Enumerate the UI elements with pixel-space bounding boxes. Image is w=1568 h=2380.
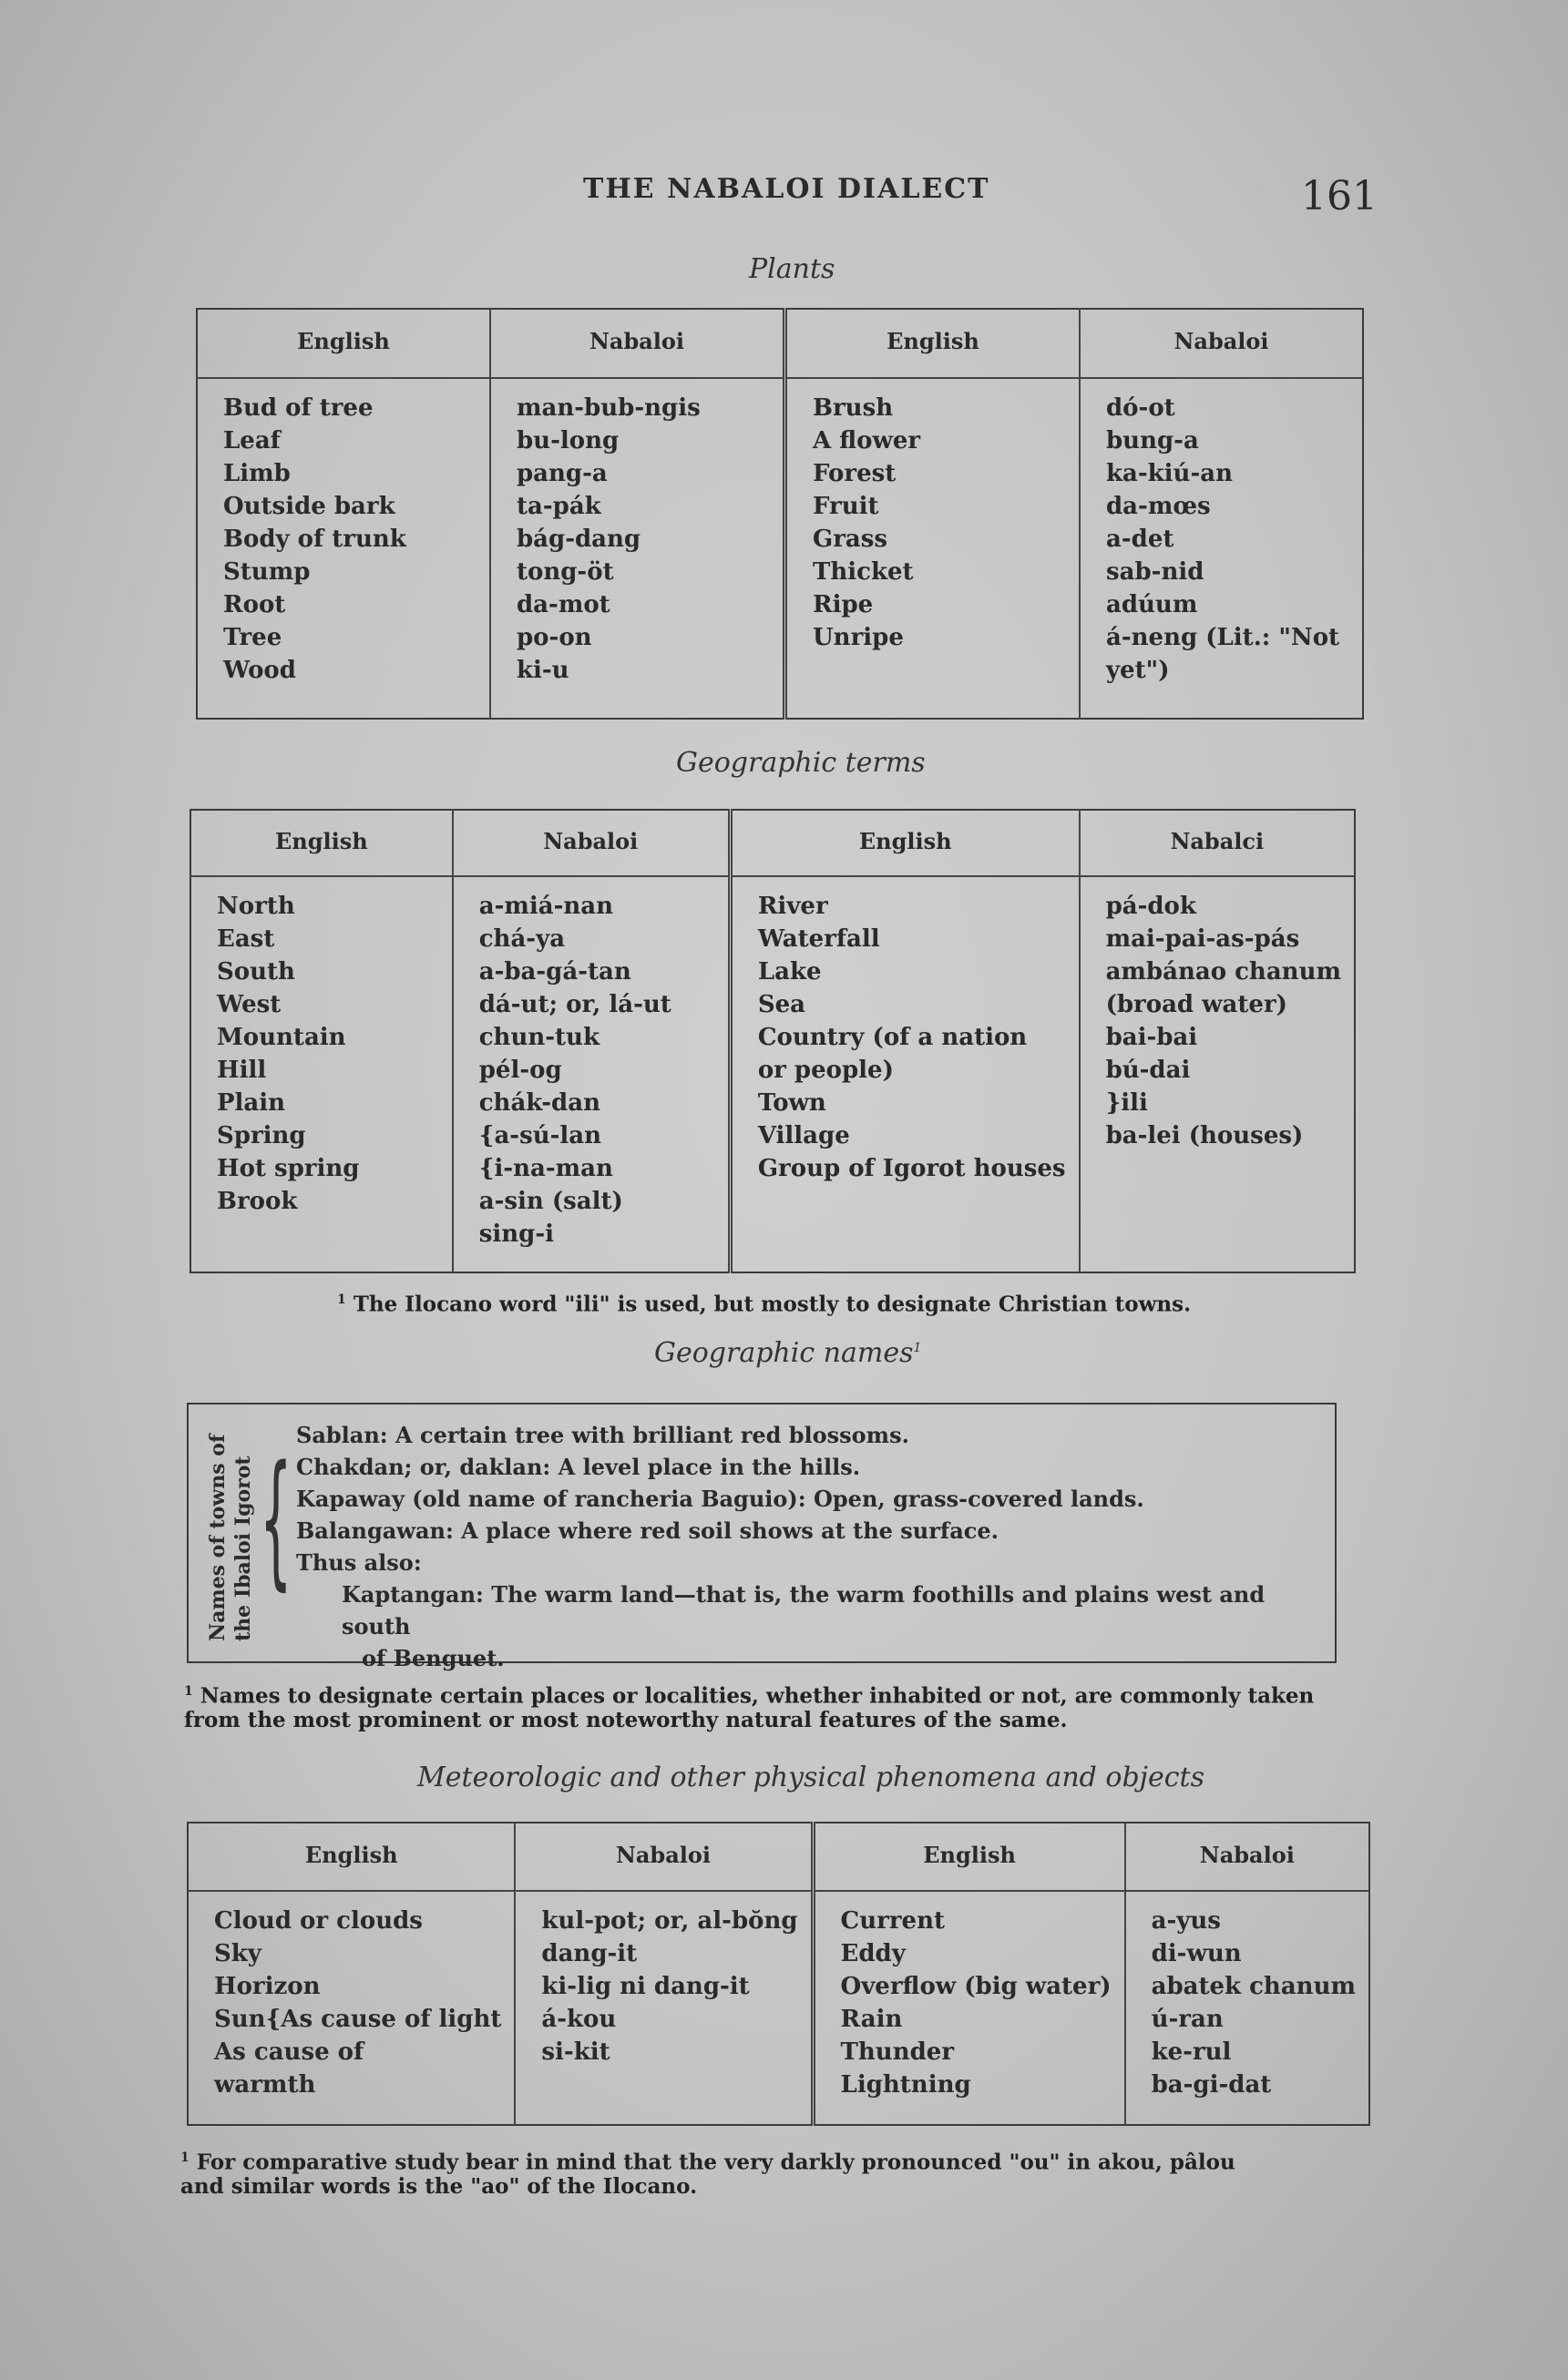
- table-cell: Forest: [813, 459, 897, 487]
- nabaloi-column: [1080, 876, 1355, 1272]
- nabaloi-column: [490, 378, 785, 719]
- table-cell: Town: [757, 1089, 826, 1118]
- table-cell: a-det: [1106, 525, 1174, 553]
- table-cell: (broad water): [1105, 991, 1287, 1019]
- table-cell: dó-ot: [1106, 393, 1175, 422]
- list-item: Chakdan; or, daklan: A level place in the hills.: [296, 1454, 861, 1480]
- table-cell: Lake: [757, 958, 822, 986]
- table-cell: Rain: [840, 2006, 903, 2034]
- english-column: [730, 876, 1079, 1272]
- side-label: [196, 1432, 260, 1650]
- col-header: Nabaloi: [1080, 309, 1363, 378]
- footnote-text: and similar words is the "ao" of the Ilocano.: [180, 2173, 698, 2199]
- table-cell: da-mot: [517, 590, 610, 618]
- col-header: English: [813, 1823, 1125, 1891]
- meteorologic-table: [187, 1822, 1370, 2126]
- list-item: Kapaway (old name of rancheria Baguio): Open, grass-covered lands.: [296, 1486, 1144, 1512]
- table-cell: Unripe: [813, 623, 904, 651]
- footnote-text: For comparative study bear in mind that the very darkly pronounced "ou" in akou, pâlou: [196, 2150, 1235, 2175]
- col-header: Nabaloi: [515, 1823, 813, 1891]
- list-item: Balangawan: A place where red soil shows at the surface.: [296, 1517, 999, 1544]
- brace: {: [260, 1434, 292, 1604]
- table-cell: Outside bark: [223, 492, 395, 520]
- list-item: of Benguet.: [362, 1645, 505, 1671]
- table-cell: Sky: [214, 1940, 261, 1968]
- plants-table: [196, 308, 1364, 720]
- table-cell: a-ba-gá-tan: [478, 958, 631, 986]
- footnote: $^1$ Names to designate certain places or localities, whether inhabited or not, are commonly taken from the most prominent or most noteworthy natural features of the same.: [184, 1683, 1315, 1732]
- table-cell: {i-na-man: [478, 1155, 613, 1183]
- col-header: Nabalci: [1080, 810, 1355, 876]
- table-cell: As cause of: [214, 2038, 364, 2067]
- table-cell: si-kit: [541, 2038, 610, 2067]
- table-cell: Country (of a nation: [757, 1024, 1028, 1052]
- table-cell: bung-a: [1106, 426, 1199, 455]
- table-cell: bág-dang: [517, 525, 641, 553]
- table-cell: East: [217, 925, 275, 954]
- table-cell: Lightning: [840, 2071, 971, 2099]
- table-cell: Thunder: [840, 2038, 955, 2067]
- side-label-line: Names of towns of: [206, 1434, 230, 1641]
- side-label-line: the Ibaloi Igorot: [231, 1456, 255, 1641]
- table-cell: kul-pot; or, al-bŏng: [541, 1907, 798, 1936]
- table-cell: Hot spring: [217, 1155, 360, 1183]
- english-column: [190, 876, 453, 1272]
- table-cell: á-neng (Lit.: "Not: [1106, 623, 1340, 651]
- table-cell: di-wun: [1151, 1940, 1242, 1968]
- nabaloi-column: [515, 1891, 813, 2125]
- english-column: [813, 1891, 1125, 2125]
- table-cell: pang-a: [517, 459, 608, 487]
- col-header: English: [197, 309, 490, 378]
- table-cell: Root: [223, 590, 286, 618]
- col-header: English: [190, 810, 453, 876]
- table-cell: tong-öt: [517, 557, 614, 586]
- english-column: [197, 378, 490, 719]
- footnote-text: The Ilocano word "ili" is used, but mostly to designate Christian towns.: [353, 1292, 1192, 1317]
- table-cell: á-kou: [541, 2006, 617, 2034]
- table-cell: a-yus: [1151, 1907, 1221, 1936]
- page-number: 161: [1301, 173, 1378, 220]
- list-item: Sablan: A certain tree with brilliant red blossoms.: [296, 1422, 909, 1448]
- geographic-names-box: [187, 1403, 1337, 1671]
- table-cell: Horizon: [214, 1973, 321, 2001]
- table-cell: Village: [757, 1122, 850, 1150]
- table-cell: Waterfall: [757, 925, 880, 954]
- table-cell: ke-rul: [1151, 2038, 1232, 2067]
- table-cell: mai-pai-as-pás: [1105, 925, 1300, 954]
- list-item: Kaptangan: The warm land—that is, the warm foothills and plains west and south: [342, 1581, 1266, 1639]
- table-cell: Brush: [813, 393, 894, 422]
- table-cell: a-sin (salt): [478, 1188, 623, 1216]
- table-cell: North: [217, 893, 295, 921]
- table-cell: Overflow (big water): [840, 1973, 1112, 2001]
- table-cell: ta-pák: [517, 492, 601, 520]
- table-cell: sing-i: [478, 1221, 554, 1249]
- col-header: English: [730, 810, 1079, 876]
- table-cell: bu-long: [517, 426, 620, 455]
- footnote: $^1$ The Ilocano word "ili" is used, but mostly to designate Christian towns.: [337, 1292, 1192, 1317]
- table-cell: a-miá-nan: [478, 893, 614, 921]
- table-cell: Plain: [217, 1089, 286, 1118]
- table-cell: pél-og: [478, 1057, 562, 1085]
- table-cell: South: [217, 958, 295, 986]
- table-cell: River: [757, 893, 828, 921]
- table-cell: dang-it: [541, 1940, 638, 1968]
- table-cell: da-mœs: [1106, 492, 1211, 520]
- table-cell: Leaf: [223, 426, 281, 455]
- table-cell: {a-sú-lan: [478, 1122, 602, 1150]
- table-cell: ki-u: [517, 656, 569, 684]
- table-cell: Wood: [223, 656, 296, 684]
- table-cell: Ripe: [813, 590, 874, 618]
- table-cell: chák-dan: [478, 1089, 600, 1118]
- nabaloi-column: [1080, 378, 1363, 719]
- table-cell: pá-dok: [1105, 893, 1196, 921]
- table-cell: West: [217, 991, 282, 1019]
- table-cell: chun-tuk: [478, 1024, 600, 1052]
- footnote-text: from the most prominent or most noteworthy natural features of the same.: [184, 1707, 1068, 1732]
- section-title-plants: Plants: [749, 253, 835, 285]
- nabaloi-column: [1125, 1891, 1369, 2125]
- table-cell: adúum: [1106, 590, 1198, 618]
- section-title-meteorologic: Meteorologic and other physical phenomena and objects: [417, 1762, 1204, 1793]
- geographic-terms-table: [190, 809, 1356, 1273]
- table-cell: Stump: [223, 557, 311, 586]
- col-header: Nabaloi: [453, 810, 731, 876]
- footnote: $^1$ For comparative study bear in mind that the very darkly pronounced "ou" in akou, pâlou and similar words is the "ao" of the Ilocano.: [180, 2150, 1235, 2199]
- table-cell: Grass: [813, 525, 888, 553]
- english-column: [785, 378, 1081, 719]
- table-cell: warmth: [214, 2071, 316, 2099]
- table-cell: Tree: [223, 623, 282, 651]
- table-cell: }ili: [1105, 1089, 1148, 1118]
- table-cell: Eddy: [840, 1940, 906, 1968]
- table-cell: Cloud or clouds: [214, 1907, 423, 1936]
- table-cell: Body of trunk: [223, 525, 406, 553]
- table-cell: Sea: [757, 991, 805, 1019]
- table-cell: ba-gi-dat: [1151, 2071, 1272, 2099]
- nabaloi-column: [453, 876, 731, 1272]
- table-cell: abatek chanum: [1151, 1973, 1356, 2001]
- names-list: [296, 1419, 1335, 1674]
- table-cell: Mountain: [217, 1024, 346, 1052]
- table-cell: Sun{As cause of light: [214, 2006, 502, 2034]
- table-cell: Brook: [217, 1188, 298, 1216]
- table-cell: po-on: [517, 623, 592, 651]
- table-cell: bú-dai: [1105, 1057, 1191, 1085]
- table-cell: A flower: [813, 426, 921, 455]
- col-header: Nabaloi: [1125, 1823, 1369, 1891]
- table-cell: Group of Igorot houses: [757, 1155, 1066, 1183]
- running-head: THE NABALOI DIALECT: [583, 173, 990, 205]
- list-item: Thus also:: [296, 1549, 422, 1576]
- table-cell: sab-nid: [1106, 557, 1204, 586]
- table-cell: man-bub-ngis: [517, 393, 701, 422]
- table-cell: Fruit: [813, 492, 879, 520]
- footnote-text: Names to designate certain places or localities, whether inhabited or not, are commonly taken: [200, 1683, 1315, 1709]
- table-cell: ka-kiú-an: [1106, 459, 1233, 487]
- english-column: [188, 1891, 515, 2125]
- table-cell: or people): [757, 1057, 894, 1085]
- table-cell: ki-lig ni dang-it: [541, 1973, 750, 2001]
- section-title-geographic-names: Geographic names$^1$: [654, 1337, 922, 1369]
- col-header: Nabaloi: [490, 309, 785, 378]
- table-cell: ba-lei (houses): [1105, 1122, 1304, 1150]
- table-cell: Current: [840, 1907, 945, 1936]
- table-cell: chá-ya: [478, 925, 566, 954]
- table-cell: bai-bai: [1105, 1024, 1198, 1052]
- table-cell: Hill: [217, 1057, 267, 1085]
- table-cell: Spring: [217, 1122, 306, 1150]
- col-header: English: [188, 1823, 515, 1891]
- col-header: English: [785, 309, 1081, 378]
- table-cell: Bud of tree: [223, 393, 374, 422]
- table-cell: ú-ran: [1151, 2006, 1224, 2034]
- section-title-geographic-terms: Geographic terms: [676, 747, 926, 779]
- table-cell: ambánao chanum: [1105, 958, 1341, 986]
- table-cell: Thicket: [813, 557, 914, 586]
- table-cell: dá-ut; or, lá-ut: [478, 991, 671, 1019]
- table-cell: yet"): [1106, 656, 1170, 684]
- table-cell: Limb: [223, 459, 291, 487]
